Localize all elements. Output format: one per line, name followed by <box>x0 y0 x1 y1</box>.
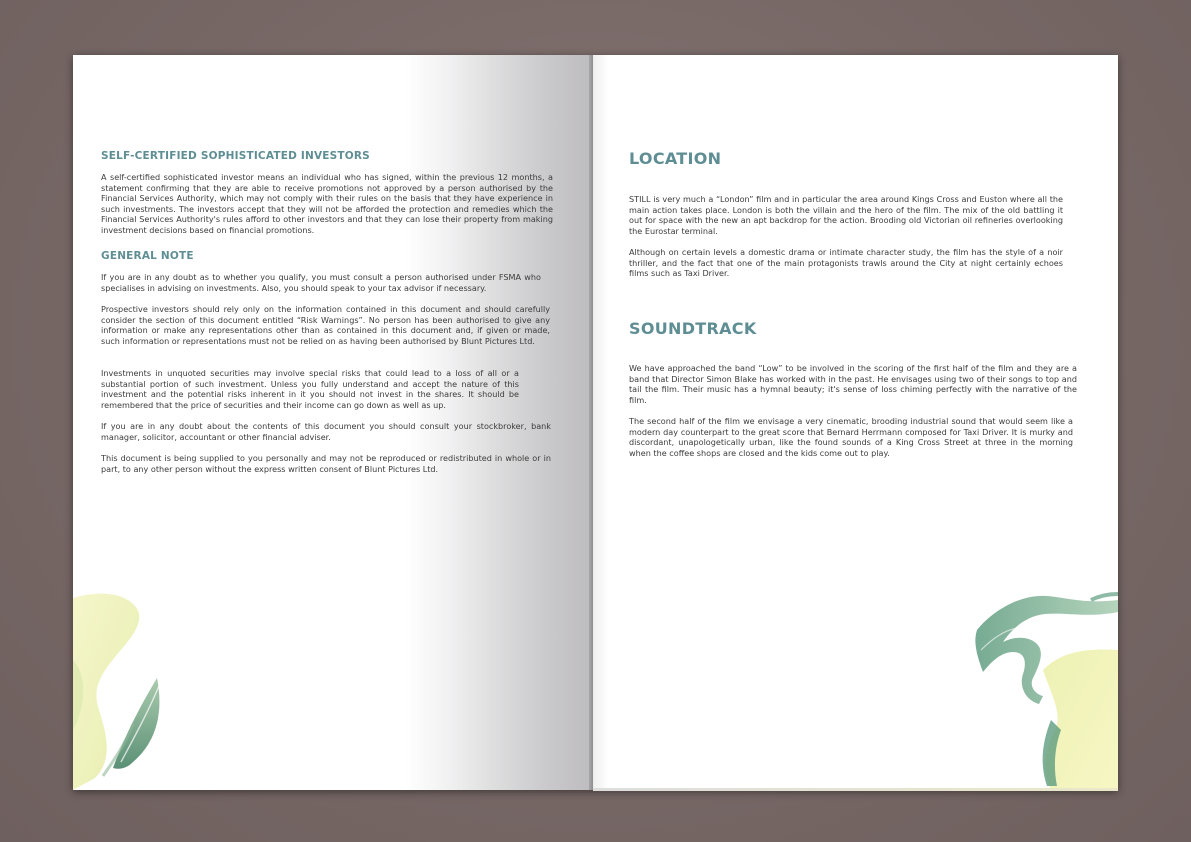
heading-sophisticated-investors: SELF-CERTIFIED SOPHISTICATED INVESTORS <box>101 150 370 162</box>
right-page <box>593 55 1118 790</box>
leaf-brushstroke-art-right <box>973 590 1118 790</box>
heading-general-note: GENERAL NOTE <box>101 250 194 262</box>
paragraph-qualify: If you are in any doubt as to whether you qualify, you must consult a person authorised under FSMA who specialises in advising on investments. Also, you should speak to your tax advisor if necessary. <box>101 272 541 293</box>
paragraph-investor-definition: A self-certified sophisticated investor means an individual who has signed, within the previous 12 months, a statement confirming that they are able to receive promotions not approved by a person authorised by the Financial Services Authority, which may not comply with their rules on the basis that they have experience in such investments. The investors accept that they will not be afforded the protection and remedies which the Financial Services Authority's rules afford to other investors and that they can lose their property from making investment decisions based on financial promotions. <box>101 172 553 235</box>
paragraph-location-noir: Although on certain levels a domestic drama or intimate character study, the film has the style of a noir thriller, and the fact that one of the main protagonists trawls around the City at night certainly echoes films such as Taxi Driver. <box>629 247 1063 279</box>
leaf-brushstroke-art-left <box>73 590 173 790</box>
paragraph-location-london: STILL is very much a “London” film and in particular the area around Kings Cross and Euston where all the main action takes place. London is both the villain and the hero of the film. The mix of the old battling it out for space with the new an apt backdrop for the action. Brooding old Victorian oil refineries overlooking the Eurostar terminal. <box>629 194 1063 236</box>
paragraph-soundtrack-industrial: The second half of the film we envisage a very cinematic, brooding industrial sound that would seem like a modern day counterpart to the great score that Bernard Herrmann composed for Taxi Driver. It is murky and discordant, unapologetically urban, like the found sounds of a King Cross Street at three in the morning when the coffee shops are closed and the kids come out to play. <box>629 416 1073 458</box>
paragraph-prospective-investors: Prospective investors should rely only on the information contained in this document and should carefully consider the section of this document entitled “Risk Warnings”. No person has been authorised to give any information or make any representations other than as contained in this document and, if given or made, such information or representations must not be relied on as having been authorised by Blunt Pictures Ltd. <box>101 304 550 346</box>
heading-location: LOCATION <box>629 149 722 168</box>
left-page <box>73 55 591 790</box>
paragraph-doubt-contents: If you are in any doubt about the contents of this document you should consult your stockbroker, bank manager, solicitor, accountant or other financial adviser. <box>101 421 551 442</box>
paragraph-supplied-personally: This document is being supplied to you personally and may not be reproduced or redistributed in whole or in part, to any other person without the express written consent of Blunt Pictures Ltd. <box>101 453 551 474</box>
heading-soundtrack: SOUNDTRACK <box>629 319 757 338</box>
page-edge-bottom <box>593 788 1118 791</box>
brochure-spread <box>73 55 1118 790</box>
paragraph-soundtrack-low: We have approached the band “Low” to be involved in the scoring of the first half of the film and they are a band that Director Simon Blake has worked with in the past. He envisages using two of their songs to top and tail the film. Their music has a hymnal beauty; it's sense of loss chiming perfectly with the narrative of the film. <box>629 363 1077 405</box>
paragraph-unquoted-securities: Investments in unquoted securities may involve special risks that could lead to a loss of all or a substantial portion of such investment. Unless you fully understand and accept the nature of this investment and the potential risks inherent in it you should not invest in the shares. It should be remembered that the price of securities and their income can go down as well as up. <box>101 368 519 410</box>
